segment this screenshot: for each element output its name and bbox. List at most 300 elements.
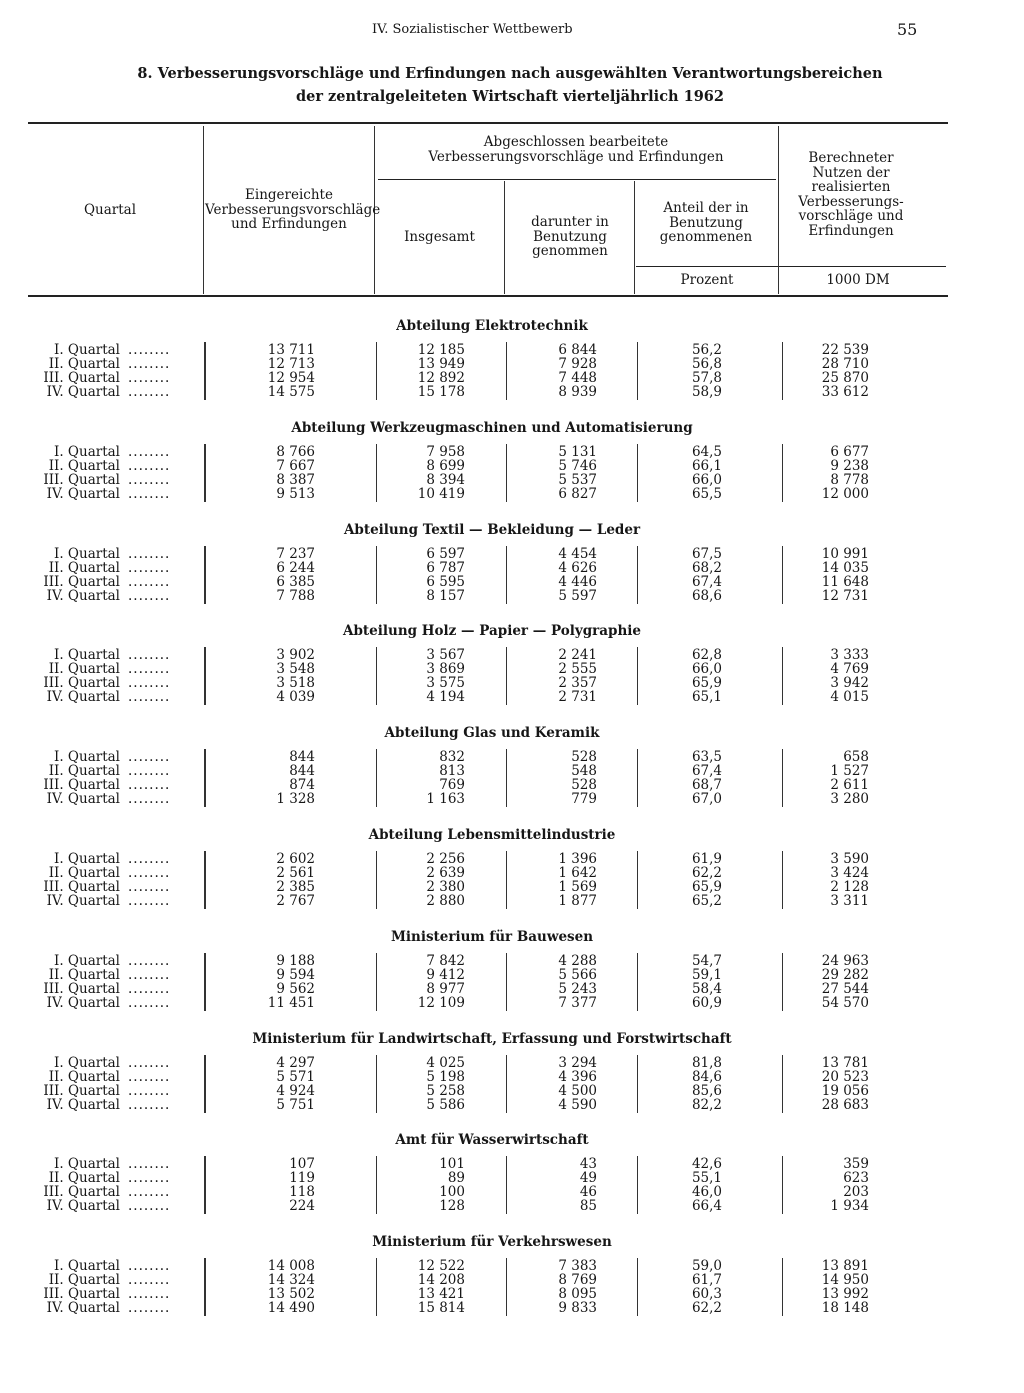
nutzen-value: 19 056 xyxy=(821,1083,869,1099)
row-label: II. Quartal xyxy=(48,865,120,881)
anteil-value: 65,2 xyxy=(691,893,722,909)
table-row xyxy=(0,954,1024,968)
leader-dots: ........ xyxy=(128,560,171,576)
insgesamt-value: 12 892 xyxy=(417,370,465,386)
section-title: Abteilung Lebensmittelindustrie xyxy=(368,827,616,843)
anteil-value: 66,0 xyxy=(691,472,722,488)
leader-dots: ........ xyxy=(128,1258,171,1274)
eingereichte-value: 14 324 xyxy=(267,1272,315,1288)
row-label: IV. Quartal xyxy=(46,1300,120,1316)
insgesamt-value: 12 185 xyxy=(417,342,465,358)
anteil-value: 62,2 xyxy=(691,865,722,881)
insgesamt-value: 8 699 xyxy=(426,458,465,474)
nutzen-value: 3 311 xyxy=(830,893,869,909)
table-row xyxy=(0,764,1024,778)
nutzen-value: 12 731 xyxy=(821,588,869,604)
nutzen-value: 2 128 xyxy=(830,879,869,895)
row-label: IV. Quartal xyxy=(46,689,120,705)
table-row xyxy=(0,1056,1024,1070)
leader-dots: ........ xyxy=(128,851,171,867)
table-row xyxy=(0,547,1024,561)
row-label: III. Quartal xyxy=(43,675,120,691)
row-label: I. Quartal xyxy=(54,1258,120,1274)
leader-dots: ........ xyxy=(128,1198,171,1214)
eingereichte-value: 14 490 xyxy=(267,1300,315,1316)
table-row xyxy=(0,852,1024,866)
eingereichte-value: 3 902 xyxy=(276,647,315,663)
leader-dots: ........ xyxy=(128,574,171,590)
leader-dots: ........ xyxy=(128,384,171,400)
eingereichte-value: 1 328 xyxy=(276,791,315,807)
nutzen-value: 9 238 xyxy=(830,458,869,474)
darunter-value: 49 xyxy=(579,1170,597,1186)
section-title: Abteilung Werkzeugmaschinen und Automatisierung xyxy=(291,420,693,436)
header-sub-rule xyxy=(378,179,776,180)
anteil-value: 62,2 xyxy=(691,1300,722,1316)
row-label: IV. Quartal xyxy=(46,486,120,502)
anteil-value: 65,9 xyxy=(691,675,722,691)
insgesamt-value: 12 522 xyxy=(417,1258,465,1274)
nutzen-value: 3 942 xyxy=(830,675,869,691)
section-title: Abteilung Glas und Keramik xyxy=(384,725,600,741)
table-row xyxy=(0,1070,1024,1084)
anteil-value: 46,0 xyxy=(691,1184,722,1200)
anteil-value: 85,6 xyxy=(691,1083,722,1099)
anteil-value: 67,0 xyxy=(691,791,722,807)
eingereichte-value: 14 575 xyxy=(267,384,315,400)
anteil-value: 57,8 xyxy=(691,370,722,386)
anteil-value: 82,2 xyxy=(691,1097,722,1113)
header-quartal: Quartal xyxy=(83,202,137,218)
darunter-value: 4 500 xyxy=(558,1083,597,1099)
eingereichte-value: 11 451 xyxy=(267,995,315,1011)
darunter-value: 4 396 xyxy=(558,1069,597,1085)
darunter-value: 4 590 xyxy=(558,1097,597,1113)
table-row xyxy=(0,792,1024,806)
eingereichte-value: 7 788 xyxy=(276,588,315,604)
row-label: IV. Quartal xyxy=(46,995,120,1011)
table-row xyxy=(0,561,1024,575)
header-eingereichte: Eingereichte Verbesserungsvorschläge und Erfindungen xyxy=(205,187,381,232)
darunter-value: 7 928 xyxy=(558,356,597,372)
eingereichte-value: 4 297 xyxy=(276,1055,315,1071)
eingereichte-value: 118 xyxy=(289,1184,315,1200)
nutzen-value: 10 991 xyxy=(821,546,869,562)
leader-dots: ........ xyxy=(128,661,171,677)
anteil-value: 58,9 xyxy=(691,384,722,400)
darunter-value: 6 827 xyxy=(558,486,597,502)
eingereichte-value: 3 518 xyxy=(276,675,315,691)
insgesamt-value: 8 394 xyxy=(426,472,465,488)
insgesamt-value: 2 880 xyxy=(426,893,465,909)
nutzen-value: 4 015 xyxy=(830,689,869,705)
darunter-value: 2 357 xyxy=(558,675,597,691)
header-bottom-rule xyxy=(28,295,948,297)
anteil-value: 59,0 xyxy=(691,1258,722,1274)
section-title: Abteilung Textil — Bekleidung — Leder xyxy=(343,522,641,538)
eingereichte-value: 7 667 xyxy=(276,458,315,474)
table-row xyxy=(0,690,1024,704)
row-label: I. Quartal xyxy=(54,953,120,969)
row-label: III. Quartal xyxy=(43,1184,120,1200)
leader-dots: ........ xyxy=(128,865,171,881)
leader-dots: ........ xyxy=(128,1156,171,1172)
insgesamt-value: 5 586 xyxy=(426,1097,465,1113)
eingereichte-value: 2 385 xyxy=(276,879,315,895)
leader-dots: ........ xyxy=(128,1097,171,1113)
eingereichte-value: 2 767 xyxy=(276,893,315,909)
nutzen-value: 27 544 xyxy=(821,981,869,997)
header-unit-dm: 1000 DM xyxy=(826,272,890,288)
insgesamt-value: 13 421 xyxy=(417,1286,465,1302)
section-title: Amt für Wasserwirtschaft xyxy=(395,1132,589,1148)
nutzen-value: 6 677 xyxy=(830,444,869,460)
eingereichte-value: 5 571 xyxy=(276,1069,315,1085)
darunter-value: 8 939 xyxy=(558,384,597,400)
insgesamt-value: 3 575 xyxy=(426,675,465,691)
header-unit-rule xyxy=(636,266,946,267)
insgesamt-value: 13 949 xyxy=(417,356,465,372)
insgesamt-value: 813 xyxy=(439,763,465,779)
anteil-value: 42,6 xyxy=(691,1156,722,1172)
eingereichte-value: 4 924 xyxy=(276,1083,315,1099)
eingereichte-value: 14 008 xyxy=(267,1258,315,1274)
darunter-value: 7 448 xyxy=(558,370,597,386)
row-label: I. Quartal xyxy=(54,1055,120,1071)
nutzen-value: 18 148 xyxy=(821,1300,869,1316)
section-title: Ministerium für Verkehrswesen xyxy=(372,1234,612,1250)
insgesamt-value: 2 256 xyxy=(426,851,465,867)
eingereichte-value: 844 xyxy=(289,763,315,779)
anteil-value: 65,1 xyxy=(691,689,722,705)
eingereichte-value: 9 513 xyxy=(276,486,315,502)
nutzen-value: 359 xyxy=(843,1156,869,1172)
row-label: III. Quartal xyxy=(43,777,120,793)
row-label: I. Quartal xyxy=(54,851,120,867)
darunter-value: 2 555 xyxy=(558,661,597,677)
row-label: II. Quartal xyxy=(48,356,120,372)
darunter-value: 6 844 xyxy=(558,342,597,358)
anteil-value: 63,5 xyxy=(691,749,722,765)
insgesamt-value: 6 787 xyxy=(426,560,465,576)
anteil-value: 61,7 xyxy=(691,1272,722,1288)
eingereichte-value: 874 xyxy=(289,777,315,793)
row-label: IV. Quartal xyxy=(46,588,120,604)
anteil-value: 81,8 xyxy=(691,1055,722,1071)
section-title: Ministerium für Bauwesen xyxy=(390,929,594,945)
nutzen-value: 22 539 xyxy=(821,342,869,358)
table-row xyxy=(0,371,1024,385)
table-row xyxy=(0,996,1024,1010)
insgesamt-value: 2 380 xyxy=(426,879,465,895)
nutzen-value: 13 891 xyxy=(821,1258,869,1274)
anteil-value: 84,6 xyxy=(691,1069,722,1085)
table-row xyxy=(0,575,1024,589)
leader-dots: ........ xyxy=(128,1184,171,1200)
nutzen-value: 203 xyxy=(843,1184,869,1200)
darunter-value: 1 642 xyxy=(558,865,597,881)
insgesamt-value: 4 194 xyxy=(426,689,465,705)
darunter-value: 5 597 xyxy=(558,588,597,604)
table-row xyxy=(0,866,1024,880)
anteil-value: 60,9 xyxy=(691,995,722,1011)
insgesamt-value: 7 842 xyxy=(426,953,465,969)
page-number: 55 xyxy=(897,20,918,39)
eingereichte-value: 119 xyxy=(289,1170,315,1186)
row-label: II. Quartal xyxy=(48,1170,120,1186)
nutzen-value: 3 333 xyxy=(830,647,869,663)
nutzen-value: 12 000 xyxy=(821,486,869,502)
insgesamt-value: 7 958 xyxy=(426,444,465,460)
leader-dots: ........ xyxy=(128,1286,171,1302)
darunter-value: 43 xyxy=(579,1156,597,1172)
leader-dots: ........ xyxy=(128,893,171,909)
insgesamt-value: 1 163 xyxy=(426,791,465,807)
insgesamt-value: 10 419 xyxy=(417,486,465,502)
section-title: Abteilung Holz — Papier — Polygraphie xyxy=(343,623,641,639)
insgesamt-value: 89 xyxy=(447,1170,465,1186)
table-row xyxy=(0,894,1024,908)
anteil-value: 61,9 xyxy=(691,851,722,867)
eingereichte-value: 6 385 xyxy=(276,574,315,590)
row-label: IV. Quartal xyxy=(46,1097,120,1113)
eingereichte-value: 4 039 xyxy=(276,689,315,705)
leader-dots: ........ xyxy=(128,1170,171,1186)
table-row xyxy=(0,473,1024,487)
nutzen-value: 14 950 xyxy=(821,1272,869,1288)
section-title: Abteilung Elektrotechnik xyxy=(396,318,588,334)
header-divider-5 xyxy=(778,126,779,294)
table-row xyxy=(0,1157,1024,1171)
leader-dots: ........ xyxy=(128,675,171,691)
nutzen-value: 13 781 xyxy=(821,1055,869,1071)
darunter-value: 9 833 xyxy=(558,1300,597,1316)
darunter-value: 1 396 xyxy=(558,851,597,867)
anteil-value: 67,5 xyxy=(691,546,722,562)
darunter-value: 3 294 xyxy=(558,1055,597,1071)
darunter-value: 85 xyxy=(579,1198,597,1214)
darunter-value: 4 446 xyxy=(558,574,597,590)
darunter-value: 2 731 xyxy=(558,689,597,705)
header-divider-1 xyxy=(203,126,204,294)
row-label: III. Quartal xyxy=(43,981,120,997)
header-divider-4 xyxy=(634,181,635,294)
section-title: Ministerium für Landwirtschaft, Erfassung und Forstwirtschaft xyxy=(252,1031,732,1047)
darunter-value: 4 288 xyxy=(558,953,597,969)
nutzen-value: 11 648 xyxy=(821,574,869,590)
leader-dots: ........ xyxy=(128,342,171,358)
row-label: II. Quartal xyxy=(48,763,120,779)
eingereichte-value: 6 244 xyxy=(276,560,315,576)
table-row xyxy=(0,1171,1024,1185)
row-label: III. Quartal xyxy=(43,1083,120,1099)
header-divider-3 xyxy=(504,181,505,294)
leader-dots: ........ xyxy=(128,444,171,460)
table-row xyxy=(0,778,1024,792)
insgesamt-value: 5 258 xyxy=(426,1083,465,1099)
table-row xyxy=(0,1098,1024,1112)
eingereichte-value: 13 711 xyxy=(267,342,315,358)
table-row xyxy=(0,445,1024,459)
insgesamt-value: 8 977 xyxy=(426,981,465,997)
row-label: I. Quartal xyxy=(54,749,120,765)
row-label: IV. Quartal xyxy=(46,791,120,807)
leader-dots: ........ xyxy=(128,967,171,983)
leader-dots: ........ xyxy=(128,370,171,386)
leader-dots: ........ xyxy=(128,486,171,502)
anteil-value: 68,6 xyxy=(691,588,722,604)
eingereichte-value: 8 387 xyxy=(276,472,315,488)
nutzen-value: 3 280 xyxy=(830,791,869,807)
darunter-value: 5 131 xyxy=(558,444,597,460)
row-label: IV. Quartal xyxy=(46,1198,120,1214)
row-label: I. Quartal xyxy=(54,647,120,663)
table-row xyxy=(0,1185,1024,1199)
nutzen-value: 8 778 xyxy=(830,472,869,488)
nutzen-value: 3 590 xyxy=(830,851,869,867)
row-label: I. Quartal xyxy=(54,444,120,460)
darunter-value: 1 569 xyxy=(558,879,597,895)
anteil-value: 56,8 xyxy=(691,356,722,372)
nutzen-value: 28 683 xyxy=(821,1097,869,1113)
darunter-value: 4 626 xyxy=(558,560,597,576)
row-label: I. Quartal xyxy=(54,1156,120,1172)
leader-dots: ........ xyxy=(128,356,171,372)
table-row xyxy=(0,662,1024,676)
insgesamt-value: 6 595 xyxy=(426,574,465,590)
nutzen-value: 3 424 xyxy=(830,865,869,881)
darunter-value: 5 537 xyxy=(558,472,597,488)
table-row xyxy=(0,1259,1024,1273)
table-row xyxy=(0,750,1024,764)
insgesamt-value: 9 412 xyxy=(426,967,465,983)
nutzen-value: 28 710 xyxy=(821,356,869,372)
darunter-value: 548 xyxy=(571,763,597,779)
leader-dots: ........ xyxy=(128,546,171,562)
leader-dots: ........ xyxy=(128,1083,171,1099)
leader-dots: ........ xyxy=(128,791,171,807)
table-title xyxy=(60,62,960,108)
darunter-value: 8 095 xyxy=(558,1286,597,1302)
table-row xyxy=(0,968,1024,982)
row-label: III. Quartal xyxy=(43,472,120,488)
insgesamt-value: 4 025 xyxy=(426,1055,465,1071)
eingereichte-value: 8 766 xyxy=(276,444,315,460)
anteil-value: 68,2 xyxy=(691,560,722,576)
nutzen-value: 24 963 xyxy=(821,953,869,969)
anteil-value: 66,1 xyxy=(691,458,722,474)
table-row xyxy=(0,648,1024,662)
nutzen-value: 54 570 xyxy=(821,995,869,1011)
insgesamt-value: 3 567 xyxy=(426,647,465,663)
table-row xyxy=(0,1287,1024,1301)
anteil-value: 55,1 xyxy=(691,1170,722,1186)
table-row xyxy=(0,1084,1024,1098)
anteil-value: 59,1 xyxy=(691,967,722,983)
insgesamt-value: 2 639 xyxy=(426,865,465,881)
insgesamt-value: 101 xyxy=(439,1156,465,1172)
table-row xyxy=(0,880,1024,894)
leader-dots: ........ xyxy=(128,588,171,604)
leader-dots: ........ xyxy=(128,981,171,997)
darunter-value: 528 xyxy=(571,749,597,765)
darunter-value: 528 xyxy=(571,777,597,793)
table-row xyxy=(0,1273,1024,1287)
nutzen-value: 1 527 xyxy=(830,763,869,779)
header-abgeschlossen: Abgeschlossen bearbeitete Verbesserungsvorschläge und Erfindungen xyxy=(428,134,724,165)
nutzen-value: 1 934 xyxy=(830,1198,869,1214)
table-row xyxy=(0,459,1024,473)
eingereichte-value: 12 954 xyxy=(267,370,315,386)
eingereichte-value: 7 237 xyxy=(276,546,315,562)
eingereichte-value: 2 561 xyxy=(276,865,315,881)
nutzen-value: 33 612 xyxy=(821,384,869,400)
table-row xyxy=(0,589,1024,603)
eingereichte-value: 3 548 xyxy=(276,661,315,677)
eingereichte-value: 5 751 xyxy=(276,1097,315,1113)
leader-dots: ........ xyxy=(128,647,171,663)
nutzen-value: 29 282 xyxy=(821,967,869,983)
eingereichte-value: 9 594 xyxy=(276,967,315,983)
insgesamt-value: 14 208 xyxy=(417,1272,465,1288)
row-label: II. Quartal xyxy=(48,967,120,983)
row-label: IV. Quartal xyxy=(46,384,120,400)
anteil-value: 67,4 xyxy=(691,574,722,590)
insgesamt-value: 100 xyxy=(439,1184,465,1200)
eingereichte-value: 9 188 xyxy=(276,953,315,969)
header-darunter: darunter in Benutzung genommen xyxy=(531,214,609,259)
leader-dots: ........ xyxy=(128,689,171,705)
table-row xyxy=(0,676,1024,690)
anteil-value: 66,0 xyxy=(691,661,722,677)
row-label: III. Quartal xyxy=(43,879,120,895)
insgesamt-value: 769 xyxy=(439,777,465,793)
nutzen-value: 20 523 xyxy=(821,1069,869,1085)
header-nutzen: Berechneter Nutzen der realisierten Verbesserungs-vorschläge und Erfindungen xyxy=(798,150,904,239)
table-row xyxy=(0,343,1024,357)
nutzen-value: 25 870 xyxy=(821,370,869,386)
row-label: II. Quartal xyxy=(48,1272,120,1288)
table-row xyxy=(0,982,1024,996)
nutzen-value: 658 xyxy=(843,749,869,765)
row-label: II. Quartal xyxy=(48,661,120,677)
header-top-rule xyxy=(28,122,948,124)
darunter-value: 46 xyxy=(579,1184,597,1200)
insgesamt-value: 832 xyxy=(439,749,465,765)
anteil-value: 62,8 xyxy=(691,647,722,663)
nutzen-value: 2 611 xyxy=(830,777,869,793)
row-label: II. Quartal xyxy=(48,560,120,576)
nutzen-value: 4 769 xyxy=(830,661,869,677)
eingereichte-value: 224 xyxy=(289,1198,315,1214)
anteil-value: 60,3 xyxy=(691,1286,722,1302)
anteil-value: 56,2 xyxy=(691,342,722,358)
insgesamt-value: 3 869 xyxy=(426,661,465,677)
darunter-value: 779 xyxy=(571,791,597,807)
anteil-value: 65,9 xyxy=(691,879,722,895)
leader-dots: ........ xyxy=(128,953,171,969)
table-row xyxy=(0,357,1024,371)
row-label: II. Quartal xyxy=(48,458,120,474)
anteil-value: 64,5 xyxy=(691,444,722,460)
row-label: I. Quartal xyxy=(54,342,120,358)
leader-dots: ........ xyxy=(128,749,171,765)
anteil-value: 67,4 xyxy=(691,763,722,779)
table-title-line-2: der zentralgeleiteten Wirtschaft vierteljährlich 1962 xyxy=(296,88,724,105)
leader-dots: ........ xyxy=(128,1272,171,1288)
table-row xyxy=(0,1199,1024,1213)
header-insgesamt: Insgesamt xyxy=(404,229,475,245)
